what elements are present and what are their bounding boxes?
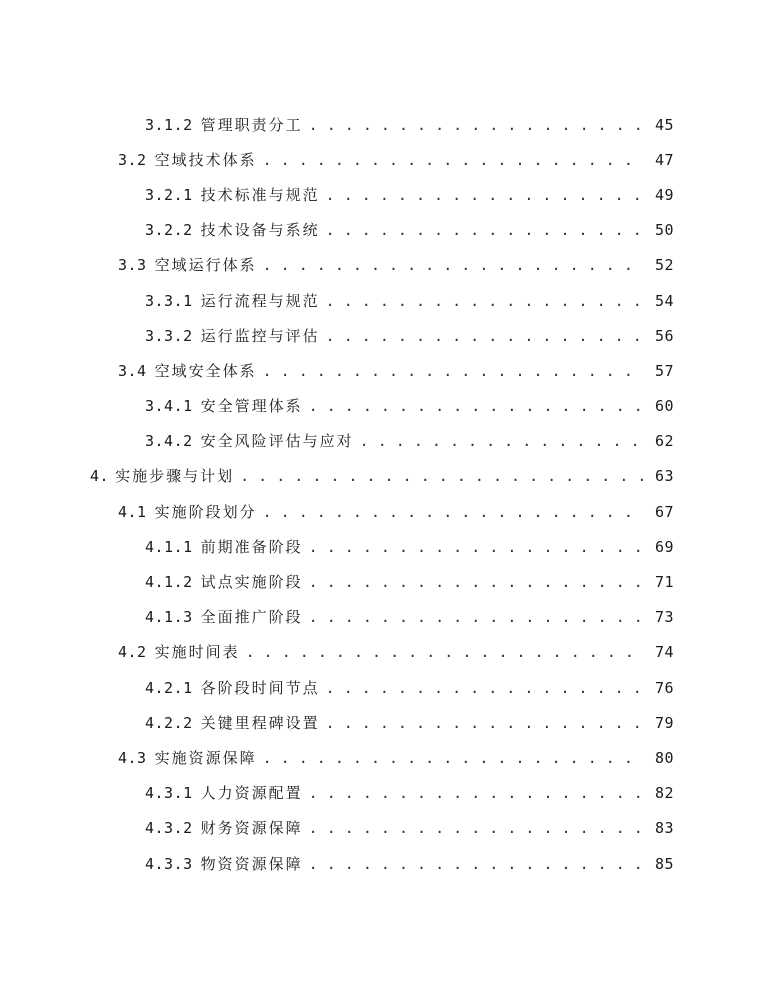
toc-entry[interactable]	[0, 248, 765, 283]
table-of-contents	[0, 107, 765, 881]
toc-entry-page: 63	[654, 467, 674, 486]
toc-entry-page: 76	[654, 678, 674, 697]
toc-entry-number: 3.2.1	[145, 185, 193, 204]
toc-entry-title: 实施时间表	[154, 643, 240, 662]
toc-entry-number: 4.3.2	[145, 819, 193, 838]
toc-entry[interactable]	[0, 177, 765, 212]
toc-entry-number: 4.1.1	[145, 537, 193, 556]
toc-entry-title: 实施步骤与计划	[115, 467, 235, 486]
toc-entry-title: 技术设备与系统	[200, 221, 320, 240]
toc-entry[interactable]	[0, 740, 765, 775]
toc-entry[interactable]	[0, 424, 765, 459]
toc-entry-number: 4.1	[118, 502, 147, 521]
dot-leader	[309, 573, 644, 591]
dot-leader	[263, 503, 644, 521]
toc-entry-page: 62	[654, 432, 674, 451]
toc-entry-page: 82	[654, 784, 674, 803]
toc-entry-page: 71	[654, 573, 674, 592]
toc-entry-title: 空域技术体系	[154, 150, 257, 169]
toc-entry-number: 3.2.2	[145, 221, 193, 240]
dot-leader	[326, 679, 644, 697]
toc-entry-number: 3.4.1	[145, 397, 193, 416]
toc-entry[interactable]	[0, 600, 765, 635]
dot-leader	[263, 151, 644, 169]
toc-entry-title: 物资资源保障	[200, 854, 303, 873]
toc-entry[interactable]	[0, 564, 765, 599]
toc-entry-title: 财务资源保障	[200, 819, 303, 838]
dot-leader	[263, 256, 644, 274]
dot-leader	[309, 608, 644, 626]
dot-leader	[326, 714, 644, 732]
toc-entry-page: 80	[654, 748, 674, 767]
toc-entry-page: 60	[654, 397, 674, 416]
dot-leader	[326, 327, 644, 345]
dot-leader	[360, 432, 644, 450]
toc-entry-title: 运行流程与规范	[200, 291, 320, 310]
toc-entry-page: 73	[654, 608, 674, 627]
toc-entry-title: 实施资源保障	[154, 748, 257, 767]
dot-leader	[309, 397, 644, 415]
toc-entry-number: 4.3.3	[145, 854, 193, 873]
toc-entry-page: 49	[654, 185, 674, 204]
toc-entry[interactable]	[0, 811, 765, 846]
toc-entry[interactable]	[0, 846, 765, 881]
toc-entry[interactable]	[0, 213, 765, 248]
toc-entry-number: 3.4.2	[145, 432, 193, 451]
dot-leader	[246, 643, 644, 661]
toc-entry[interactable]	[0, 459, 765, 494]
toc-entry-title: 管理职责分工	[200, 115, 303, 134]
toc-entry-page: 54	[654, 291, 674, 310]
toc-entry[interactable]	[0, 142, 765, 177]
dot-leader	[309, 538, 644, 556]
dot-leader	[309, 819, 644, 837]
toc-entry-page: 50	[654, 221, 674, 240]
dot-leader	[326, 221, 644, 239]
dot-leader	[326, 292, 644, 310]
toc-entry-page: 45	[654, 115, 674, 134]
dot-leader	[263, 362, 644, 380]
toc-entry-number: 4.	[90, 467, 110, 486]
toc-entry[interactable]	[0, 283, 765, 318]
toc-entry-number: 4.2.2	[145, 713, 193, 732]
toc-entry-page: 52	[654, 256, 674, 275]
toc-entry-title: 全面推广阶段	[200, 608, 303, 627]
toc-entry-number: 4.1.2	[145, 573, 193, 592]
toc-entry[interactable]	[0, 494, 765, 529]
toc-entry-page: 56	[654, 326, 674, 345]
toc-entry-page: 69	[654, 537, 674, 556]
dot-leader	[326, 186, 644, 204]
toc-entry-page: 79	[654, 713, 674, 732]
toc-entry[interactable]	[0, 353, 765, 388]
toc-entry-number: 4.3	[118, 748, 147, 767]
toc-entry[interactable]	[0, 529, 765, 564]
dot-leader	[309, 784, 644, 802]
toc-entry-title: 前期准备阶段	[200, 537, 303, 556]
toc-entry-page: 57	[654, 361, 674, 380]
toc-entry-title: 人力资源配置	[200, 784, 303, 803]
toc-entry[interactable]	[0, 635, 765, 670]
toc-entry[interactable]	[0, 318, 765, 353]
toc-entry[interactable]	[0, 670, 765, 705]
toc-entry[interactable]	[0, 705, 765, 740]
toc-entry-title: 试点实施阶段	[200, 573, 303, 592]
toc-entry[interactable]	[0, 776, 765, 811]
toc-entry-number: 3.4	[118, 361, 147, 380]
toc-entry-number: 3.2	[118, 150, 147, 169]
toc-entry-page: 85	[654, 854, 674, 873]
toc-entry-page: 47	[654, 150, 674, 169]
toc-entry-page: 74	[654, 643, 674, 662]
toc-entry-number: 4.1.3	[145, 608, 193, 627]
toc-entry-title: 技术标准与规范	[200, 185, 320, 204]
toc-entry-number: 3.3	[118, 256, 147, 275]
toc-entry-title: 运行监控与评估	[200, 326, 320, 345]
toc-entry-page: 67	[654, 502, 674, 521]
toc-entry-number: 4.2	[118, 643, 147, 662]
toc-entry-number: 3.1.2	[145, 115, 193, 134]
dot-leader	[309, 116, 644, 134]
dot-leader	[263, 749, 644, 767]
toc-entry-number: 4.2.1	[145, 678, 193, 697]
toc-entry-number: 3.3.2	[145, 326, 193, 345]
toc-entry-title: 空域运行体系	[154, 256, 257, 275]
toc-entry-number: 3.3.1	[145, 291, 193, 310]
toc-entry[interactable]	[0, 389, 765, 424]
toc-entry-page: 83	[654, 819, 674, 838]
toc-entry-title: 关键里程碑设置	[200, 713, 320, 732]
toc-entry[interactable]	[0, 107, 765, 142]
dot-leader	[309, 855, 644, 873]
toc-entry-title: 空域安全体系	[154, 361, 257, 380]
toc-entry-title: 实施阶段划分	[154, 502, 257, 521]
toc-entry-number: 4.3.1	[145, 784, 193, 803]
dot-leader	[240, 467, 654, 485]
toc-entry-title: 安全管理体系	[200, 397, 303, 416]
toc-entry-title: 安全风险评估与应对	[200, 432, 354, 451]
toc-entry-title: 各阶段时间节点	[200, 678, 320, 697]
